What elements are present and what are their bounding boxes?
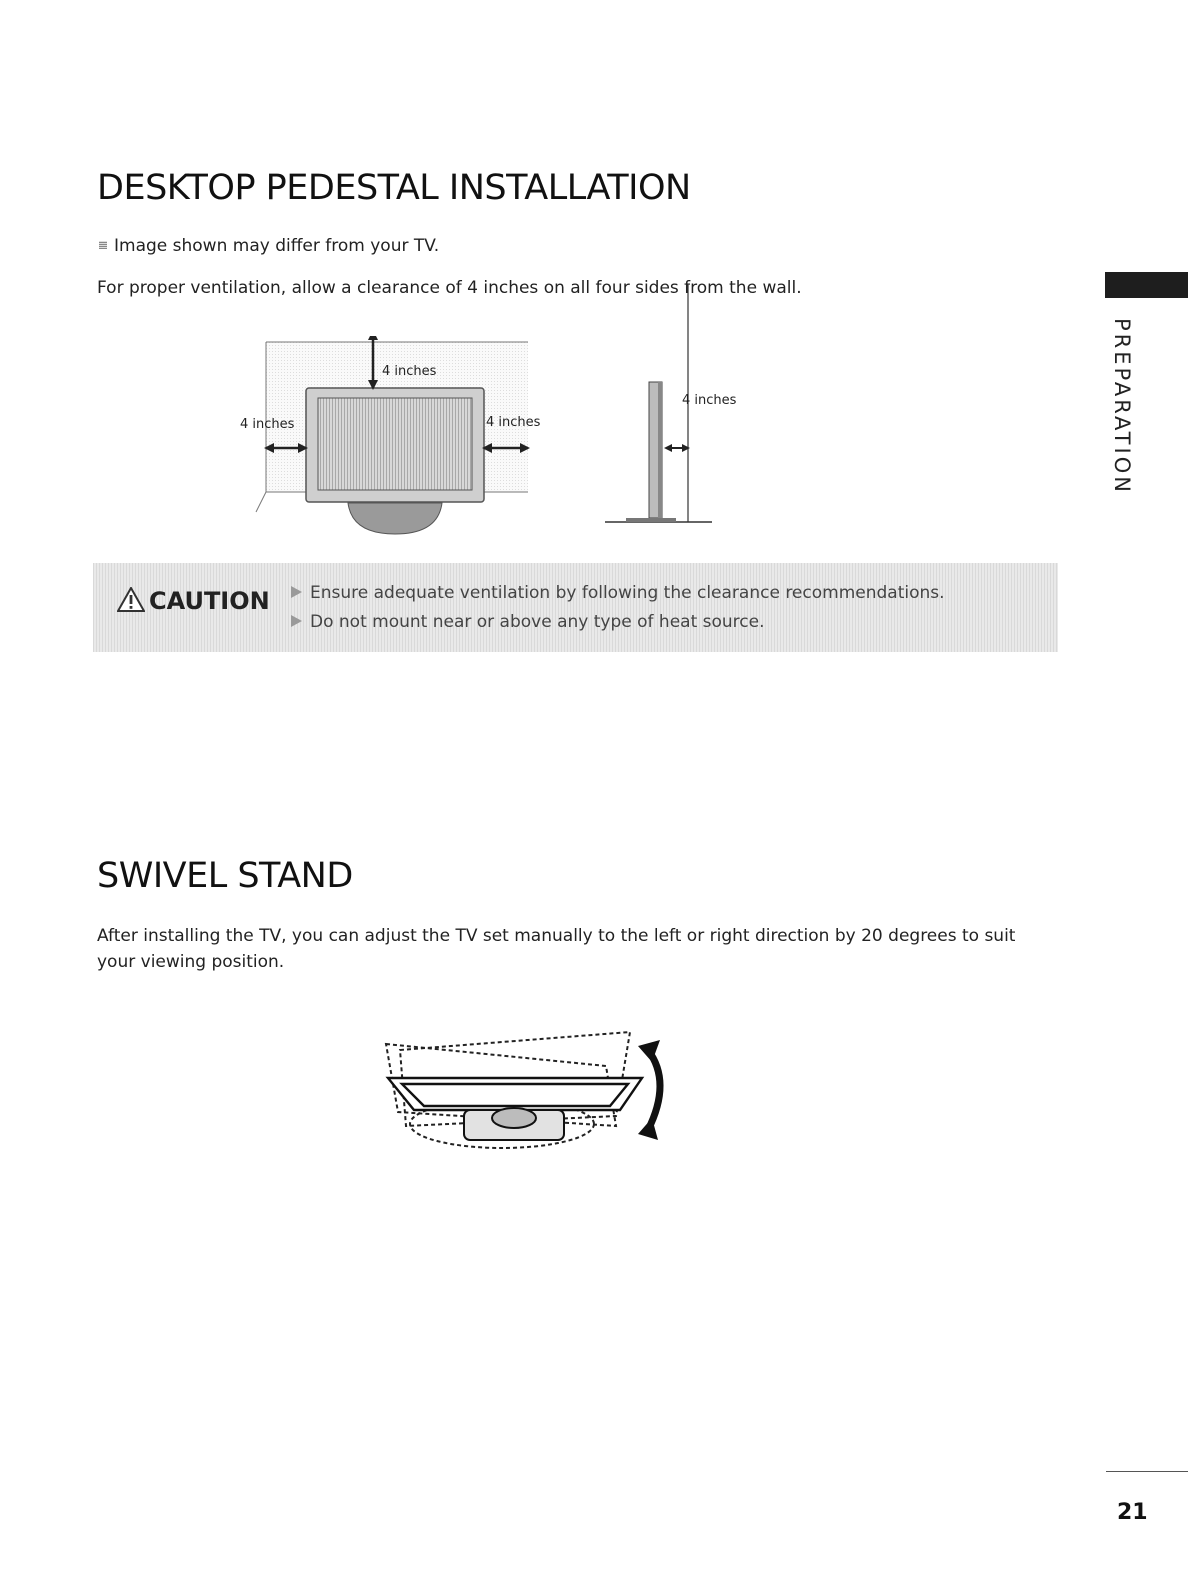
page-number-rule bbox=[1106, 1471, 1188, 1472]
warning-triangle-icon bbox=[117, 587, 145, 612]
page-number: 21 bbox=[1117, 1500, 1148, 1525]
left-clearance-label: 4 inches bbox=[240, 417, 295, 432]
caution-box bbox=[93, 563, 1058, 652]
image-note bbox=[99, 236, 439, 256]
tv-side-clearance-figure bbox=[600, 284, 750, 528]
tv-swivel-figure bbox=[380, 1030, 690, 1160]
image-note-text: Image shown may differ from your TV. bbox=[114, 236, 440, 256]
right-clearance-label: 4 inches bbox=[486, 415, 541, 430]
triangle-bullet-icon bbox=[291, 586, 302, 598]
section-tab-label: PREPARATION bbox=[1110, 318, 1134, 495]
swivel-description: After installing the TV, you can adjust the TV set manually to the left or right direction by 20 degrees to suit your viewing position. bbox=[97, 926, 1016, 972]
side-clearance-label: 4 inches bbox=[682, 393, 737, 408]
section-title-swivel-stand: SWIVEL STAND bbox=[97, 856, 353, 896]
caution-title: CAUTION bbox=[149, 587, 270, 615]
note-bullet-icon bbox=[99, 241, 107, 249]
section-tab-bar bbox=[1105, 272, 1188, 298]
caution-item bbox=[291, 583, 945, 603]
page-title-desktop-pedestal: DESKTOP PEDESTAL INSTALLATION bbox=[97, 168, 691, 208]
top-clearance-label: 4 inches bbox=[382, 364, 437, 379]
caution-item bbox=[291, 612, 765, 632]
caution-item-text: Do not mount near or above any type of heat source. bbox=[310, 612, 765, 632]
triangle-bullet-icon bbox=[291, 615, 302, 627]
tv-front-clearance-figure bbox=[230, 336, 550, 546]
ventilation-description: For proper ventilation, allow a clearance of 4 inches on all four sides from the wall. bbox=[97, 278, 802, 298]
caution-item-text: Ensure adequate ventilation by following the clearance recommendations. bbox=[310, 583, 945, 603]
